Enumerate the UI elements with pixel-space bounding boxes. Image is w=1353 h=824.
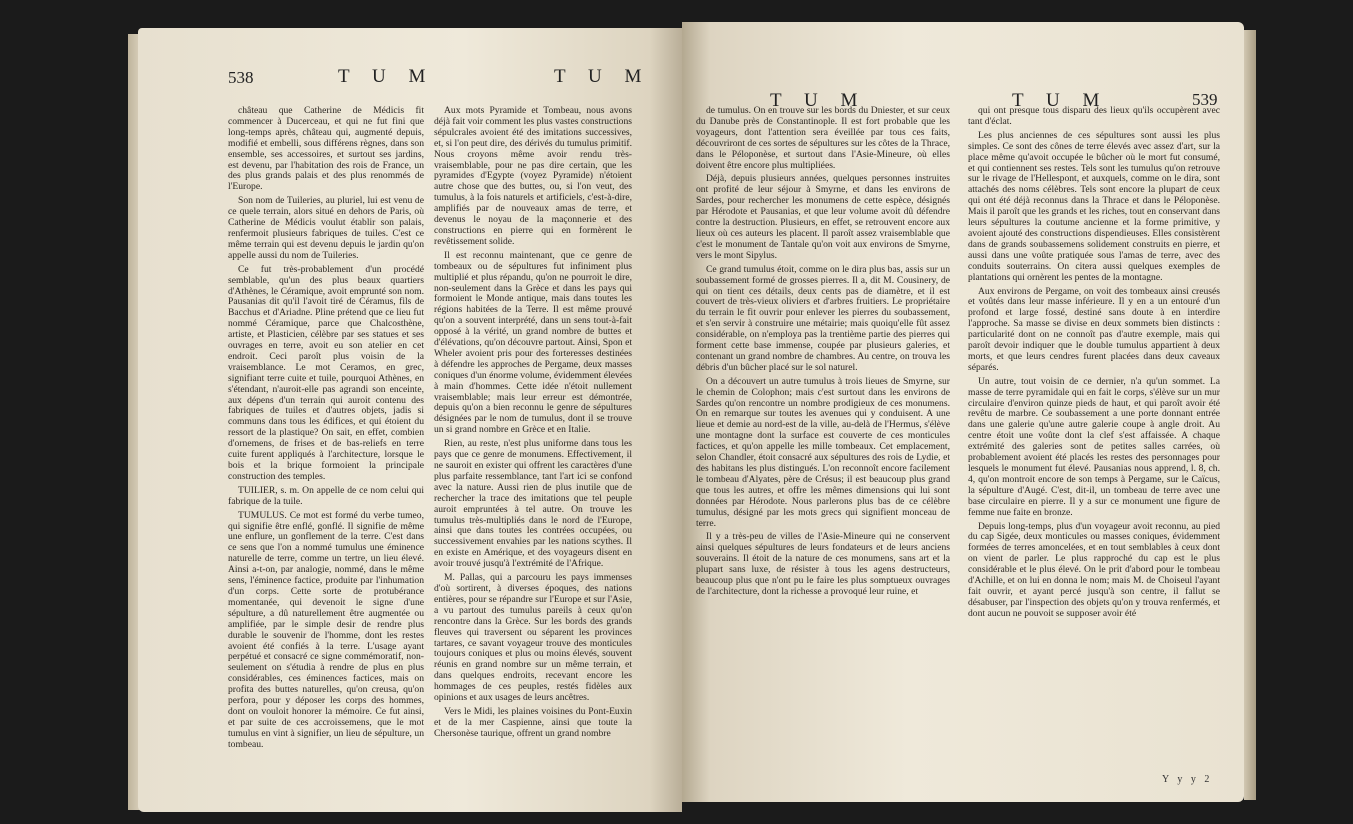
paragraph: de tumulus. On en trouve sur les bords du Dniester, et sur ceux du Danube près de Constantinople. Il est fort probable que les voyageurs, dont l'attention sera éveillée par tous ces faits, découvriront de ces sortes de sépultures sur les côtes de la Thrace, dans le Péloponèse, et surtout dans l'Asie-Mineure, où elles doivent être encore plus multipliées. — [696, 105, 950, 171]
left-head-word-a: T U M — [338, 66, 435, 87]
paragraph: Aux environs de Pergame, on voit des tombeaux ainsi creusés et voûtés dans leur masse inférieure. Il y en a un entouré d'un profond et large fossé, destiné sans doute à en interdire l'approche. Sa masse se divise en deux sommets bien distincts : particularité dont on ne connoît pas d'autre exemple, mais qui paroît devoir indiquer que le double tumulus appartient à deux morts, et que leurs cendres furent placées dans deux caveaux séparés. — [968, 285, 1220, 373]
left-page — [138, 28, 682, 812]
paragraph: Les plus anciennes de ces sépultures sont aussi les plus simples. Ce sont des cônes de terre élevés avec assez d'art, sur la place même qu'avoit occupée le bûcher où le mort fut consumé, et qui contiennent ses restes. Tels sont les tumulus qu'on retrouve sur le rivage de l'Hellespont, et auxquels, comme on le dira, sont attachés des noms célèbres. Tels sont encore la plupart de ceux qui ont été déjà reconnus dans la Thrace et dans le Péloponèse. Mais il paroît que les grands et les riches, tout en conservant dans leurs sépultures la coutume ancienne et la forme primitive, y avoient ajouté des constructions dispendieuses. Elles consistèrent dans de grands soubassemens solidement construits en pierre, et aussi dans une voûte pratiquée sous l'amas de terre, avec des conduits souterrains. On citera aussi quelques exemples de plantations qui ornèrent les pentes de la montagne. — [968, 129, 1220, 283]
left-head-word-b: T U M — [554, 66, 651, 87]
right-head-word-a: T U M — [770, 90, 867, 111]
left-page-number: 538 — [228, 68, 254, 87]
paragraph: Il est reconnu maintenant, que ce genre de tombeaux ou de sépultures fut infiniment plus multiplié et plus répandu, qu'on ne pourroit le dire, non-seulement dans la Grèce et dans les pays qui formoient le Monde antique, mais dans toutes les régions habitées de la Terre. Il est même prouvé qu'on a souvent interprété, dans un sens tout-à-fait opposé à la vérité, un grand nombre de buttes et d'élévations, qu'on découvre partout. Ainsi, Spon et Wheler avoient pris pour des forteresses destinées à défendre les approches de Pergame, deux masses coniques d'un énorme volume, évidemment élevées à main d'hommes. Cette idée n'étoit nullement vraisemblable; mais leur erreur est démontrée, depuis qu'on a bien reconnu le genre de sépultures désignées par le nom de tumulus, dont il se trouve un si grand nombre en Grèce et en Italie. — [434, 249, 632, 436]
right-page — [682, 22, 1244, 802]
paragraph: M. Pallas, qui a parcouru les pays immenses d'où sortirent, à diverses époques, des nations entières, pour se répandre sur l'Europe et sur l'Asie, a vu partout des tumulus pareils à ceux qu'on rencontre dans la Grèce. Sur les bords des grands fleuves qui traversent ou séparent les provinces tartares, ce savant voyageur trouve des monticules toujours coniques et plus ou moins élevés, souvent réunis en grand nombre sur un même terrain, et dans quelques endroits, recevant encore les hommages de ces peuples, restés fidèles aux opinions et aux usages de leurs ancêtres. — [434, 572, 632, 704]
left-column-1 — [228, 106, 424, 754]
right-page-number: 539 — [1192, 90, 1218, 109]
right-page-edge — [1244, 30, 1256, 800]
paragraph: TUMULUS. Ce mot est formé du verbe tumeo, qui signifie être enflé, gonflé. Il signifie de même une enflure, un gonflement de la terre. C'est dans ce sens que l'on a nommé tumulus une éminence naturelle de terre, comme un tertre, un lieu élevé. Ainsi a-t-on, par analogie, nommé, dans le même sens, l'éminence factice, produite par l'inhumation d'un corps. Cette sorte de protubérance momentanée, qui devenoit le signe d'une sépulture, a dû naturellement être augmentée ou amplifiée, par le simple desir de rendre plus durable le souvenir de l'homme, dont les restes avoient été confiés à la terre. L'usage ayant perpétué et consacré ce signe commémoratif, non-seulement on s'étudia à rendre de plus en plus considérables, ces éminences factices, mais on profita des buttes naturelles, qu'on creusa, qu'on perfora, pour y déposer les corps des hommes, dont on vouloit honorer la mémoire. Ce fut ainsi, et par suite de ces accroissemens, que le mot tumulus en vint à signifier, un lieu de sépulture, un tombeau. — [228, 509, 424, 750]
paragraph: Aux mots Pyramide et Tombeau, nous avons déjà fait voir comment les plus vastes constructions sépulcrales avoient été des imitations successives, et, si l'on peut dire, des dérivés du tumulus primitif. Nous croyons même avoir rendu très-vraisemblable, pour ne pas dire certain, que les pyramides d'Egypte (voyez Pyramide) n'étoient autre chose que des buttes, ou, si l'on veut, des tumulus, à la fois naturels et artificiels, c'est-à-dire, amplifiés par de nouveaux amas de terre, et devenus le noyau de la maçonnerie et des constructions en pierre qui en formèrent le revêtissement solide. — [434, 105, 632, 247]
left-running-head — [138, 62, 682, 90]
signature-mark: Y y y 2 — [1162, 774, 1213, 785]
paragraph: Un autre, tout voisin de ce dernier, n'a qu'un sommet. La masse de terre pyramidale qui en fait le corps, s'élève sur un mur circulaire d'environ quinze pieds de haut, et qui paroît avoir été revêtu de marbre. Ce soubassement a une porte donnant entrée dans une galerie qu'une autre galerie coupe à angle droit. Au centre étoit une voûte dont la clef s'est affaissée. A chaque extrémité des galeries sont de petites salles carrées, où probablement avoient été placés les restes des personnages pour lesquels le monument fut élevé. Pausanias nous apprend, l. 8, ch. 4, qu'on montroit encore de son temps à Pergame, sur le Caïcus, la sépulture d'Augé. C'est, dit-il, un tombeau de terre avec une base circulaire en pierre. Il y a sur ce monument une figure de femme nue faite en bronze. — [968, 375, 1220, 518]
paragraph: On a découvert un autre tumulus à trois lieues de Smyrne, sur le chemin de Colophon; mais c'est surtout dans les environs de Sardes qu'on rencontre un nombre prodigieux de ces monumens. On en remarque sur toutes les avenues qui y conduisent. A une lieue et demie au nord-est de la ville, au-delà de l'Hermus, s'élève une montagne dont la surface est couverte de ces monticules factices, et qu'on appelle les mille tombeaux. Cet emplacement, selon Chandler, étoit consacré aux sépultures des rois de Lydie, et des habitans les plus distingués. L'on reconnoît encore facilement le tombeau d'Alyates, père de Crésus; il est beaucoup plus grand que tous les autres, et offre les mêmes dimensions qui lui sont données par Hérodote. Nous parlerons plus bas de ce célèbre tumulus, désigné par les mots grecs qui signifient monceau de terre. — [696, 375, 950, 529]
paragraph: TUILIER, s. m. On appelle de ce nom celui qui fabrique de la tuile. — [228, 484, 424, 507]
right-head-word-b: T U M — [1012, 90, 1109, 111]
paragraph: qui ont presque tous disparu des lieux qu'ils occupèrent avec tant d'éclat. — [968, 105, 1220, 127]
paragraph: Il y a très-peu de villes de l'Asie-Mineure qui ne conservent ainsi quelques sépultures de leurs fondateurs et de leurs anciens souverains. Il étoit de la nature de ces monumens, sans art et la plupart sans luxe, de résister à tous les agens destructeurs, beaucoup plus que n'ont pu le faire les plus somptueux ouvrages de l'architecture, dont la richesse a provoqué leur ruine, et — [696, 531, 950, 597]
paragraph: Ce grand tumulus étoit, comme on le dira plus bas, assis sur un soubassement formé de grosses pierres. Il a, dit M. Cousinery, de qui on tient ces détails, deux cents pas de diamètre, et il est couvert de très-vieux oliviers et d'arbres fruitiers. Le propriétaire du terrain le fit ouvrir pour enlever les pierres du soubassement, et s'en servir à construire une métairie; mais quoiqu'elle fût assez considérable, on n'employa pas la trentième partie des pierres qui forment cette base immense, coupée par plusieurs galeries, et contenant un grand nombre de chambres. Au centre, on trouva les débris d'un bûcher placé sur le sol naturel. — [696, 263, 950, 373]
paragraph: Rien, au reste, n'est plus uniforme dans tous les pays que ce genre de monumens. Effectivement, il ne sauroit en exister qui offrent les caractères d'une plus parfaite ressemblance, tant l'art ici se confond avec la nature. Aussi rien de plus inutile que de rechercher la trace des imitations que tel peuple auroit empruntées à tel autre. On trouve les tumulus très-multipliés dans le nord de l'Europe, ainsi que dans toutes les contrées occupées, ou successivement envahies par les nations scythes. Il en existe en Amérique, et des voyageurs disent en avoir trouvé jusqu'à l'extrémité de l'Afrique. — [434, 438, 632, 570]
right-column-2 — [968, 106, 1220, 623]
left-column-2 — [434, 106, 632, 743]
paragraph: Ce fut très-probablement d'un procédé semblable, qu'un des plus beaux quartiers d'Athènes, le Céramique, avoit emprunté son nom. Pausanias dit qu'il l'avoit tiré de Céramus, fils de Bacchus et d'Ariadne. Pline prétend que ce lieu fut nommé Céramique, parce que Chalcosthène, artiste, et Plasticien, célèbre par ses statues et ses ouvrages en terre, avoit eu son atelier en cet endroit. Ceci paroît plus voisin de la vraisemblance. Le mot Ceramos, en grec, signifiant terre cuite et tuile, pourquoi Athènes, en s'étendant, n'auroit-elle pas agrandi son enceinte, aux dépens d'un terrain qui auroit contenu des fabriques de tuiles et d'autres objets, jadis si communs dans tous les édifices, et qui étoient du ressort de la plastique? On sait, en effet, combien d'ornemens, de frises et de bas-reliefs en terre cuite furent appliqués à l'architecture, lorsque le bois et la brique formoient la principale construction des temples. — [228, 263, 424, 482]
paragraph: Son nom de Tuileries, au pluriel, lui est venu de ce quele terrain, alors situé en dehors de Paris, où Catherine de Médicis voulut établir son palais, renfermoit plusieurs fabriques de tuiles. C'est ce même terrain qui est devenu depuis le jardin qu'on appelle aussi du nom de Tuileries. — [228, 195, 424, 261]
paragraph: Depuis long-temps, plus d'un voyageur avoit reconnu, au pied du cap Sigée, deux monticules ou masses coniques, évidemment formées de terres amoncelées, et en tout semblables à ceux dont on vient de parler. Le plus rapproché du cap est le plus considérable et le plus élevé. On le prit d'abord pour le tombeau d'Achille, et on lui en donna le nom; mais M. de Choiseul l'ayant fait ouvrir, et ayant percé jusqu'à son centre, il fallut se désabuser, par l'inspection des objets qu'on y trouva renfermés, et dont aucun ne pouvoit se supposer avoir été — [968, 520, 1220, 619]
paragraph: château que Catherine de Médicis fit commencer à Ducerceau, et qui ne fut fini que long-temps après, château qui, augmenté depuis, modifié et embelli, sous différens règnes, dans son ensemble, ses accessoires, et surtout ses jardins, est devenu, par l'habitation des rois de France, un des plus grands palais et des plus renommés de l'Europe. — [228, 105, 424, 193]
right-column-1 — [696, 106, 950, 601]
paragraph: Vers le Midi, les plaines voisines du Pont-Euxin et de la mer Caspienne, ainsi que toute la Chersonèse taurique, offrent un grand nombre — [434, 705, 632, 739]
right-running-head — [682, 56, 1244, 111]
paragraph: Déjà, depuis plusieurs années, quelques personnes instruites ont profité de leur séjour à Smyrne, et dans les environs de Sardes, pour rechercher les monumens de cette espèce, désignés par Hérodote et Pausanias, et que leur volume avoit dû défendre contre la destruction. Plusieurs, en effet, se retrouvent encore aux lieux où ces auteurs les placent. Il paroît assez vraisemblable que c'est le monument de Tantale qu'on voit aux environs de Smyrne, vers le mont Sipylus. — [696, 173, 950, 261]
